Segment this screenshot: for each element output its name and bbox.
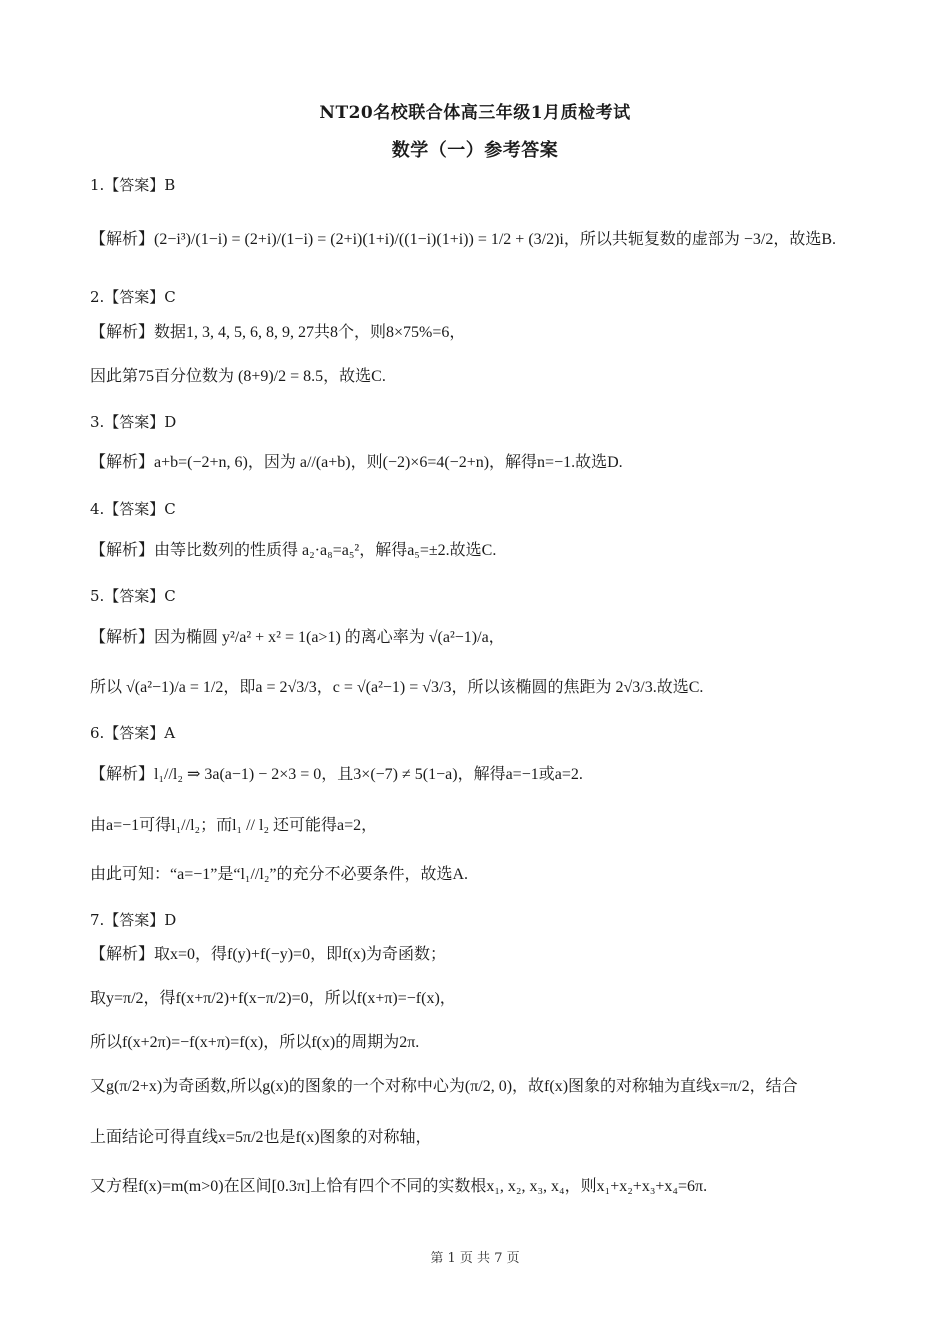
explanation-7-line-6: 又方程f(x)=m(m>0)在区间[0.3π]上恰有四个不同的实数根x₁, x₂, x₃, x₄，则x₁+x₂+x₃+x₄=6π. xyxy=(90,1178,708,1195)
explanation-1-line-1: 【解析】(2−i³)/(1−i) = (2+i)/(1−i) = (2+i)(1+i)/((1−i)(1+i)) = 1/2 + (3/2)i，所以共轭复数的虚部为 −3/2，故选B. xyxy=(90,231,837,248)
explanation-7-line-2: 取y=π/2，得f(x+π/2)+f(x−π/2)=0，所以f(x+π)=−f(x)， xyxy=(90,990,456,1007)
page-subtitle: 数学（一）参考答案 xyxy=(391,140,559,161)
explanation-3-line-1: 【解析】a+b=(−2+n, 6)，因为 a//(a+b)，则(−2)×6=4(−2+n)，解得n=−1.故选D. xyxy=(90,454,623,471)
explanation-6-line-3: 由此可知：“a=−1”是“l₁//l₂”的充分不必要条件，故选A. xyxy=(90,866,469,883)
explanation-7-line-4: 又g(π/2+x)为奇函数,所以g(x)的图象的一个对称中心为(π/2, 0)，故f(x)图象的对称轴为直线x=π/2，结合 xyxy=(90,1078,798,1095)
explanation-7-line-3: 所以f(x+2π)=−f(x+π)=f(x)，所以f(x)的周期为2π. xyxy=(90,1034,420,1051)
explanation-6-line-2: 由a=−1可得l₁//l₂；而l₁ // l₂ 还可能得a=2， xyxy=(90,817,378,834)
explanation-2-line-1: 【解析】数据1, 3, 4, 5, 6, 8, 9, 27共8个，则8×75%=6， xyxy=(90,324,466,341)
explanation-6-line-1: 【解析】l₁//l₂ ⇒ 3a(a−1) − 2×3 = 0，且3×(−7) ≠ 5(1−a)，解得a=−1或a=2. xyxy=(90,766,583,783)
page-number: 第 1 页 共 7 页 xyxy=(430,1251,520,1266)
answer-5: 5.【答案】C xyxy=(90,587,176,605)
page-title: NT20名校联合体高三年级1月质检考试 xyxy=(319,103,631,123)
explanation-5-line-2: 所以 √(a²−1)/a = 1/2，即a = 2√3/3，c = √(a²−1) = √3/3，所以该椭圆的焦距为 2√3/3.故选C. xyxy=(90,679,704,696)
answer-6: 6.【答案】A xyxy=(90,724,176,742)
explanation-2-line-2: 因此第75百分位数为 (8+9)/2 = 8.5，故选C. xyxy=(90,368,386,385)
answer-4: 4.【答案】C xyxy=(90,500,176,518)
answer-1: 1.【答案】B xyxy=(90,176,176,194)
explanation-7-line-1: 【解析】取x=0，得f(y)+f(−y)=0，即f(x)为奇函数； xyxy=(90,946,447,963)
answer-3: 3.【答案】D xyxy=(90,413,177,431)
explanation-4-line-1: 【解析】由等比数列的性质得 a₂·a₈=a₅²，解得a₅=±2.故选C. xyxy=(90,542,497,559)
explanation-7-line-5: 上面结论可得直线x=5π/2也是f(x)图象的对称轴， xyxy=(90,1129,432,1146)
answer-7: 7.【答案】D xyxy=(90,911,177,929)
answer-2: 2.【答案】C xyxy=(90,288,176,306)
explanation-5-line-1: 【解析】因为椭圆 y²/a² + x² = 1(a>1) 的离心率为 √(a²−1)/a， xyxy=(90,629,505,646)
